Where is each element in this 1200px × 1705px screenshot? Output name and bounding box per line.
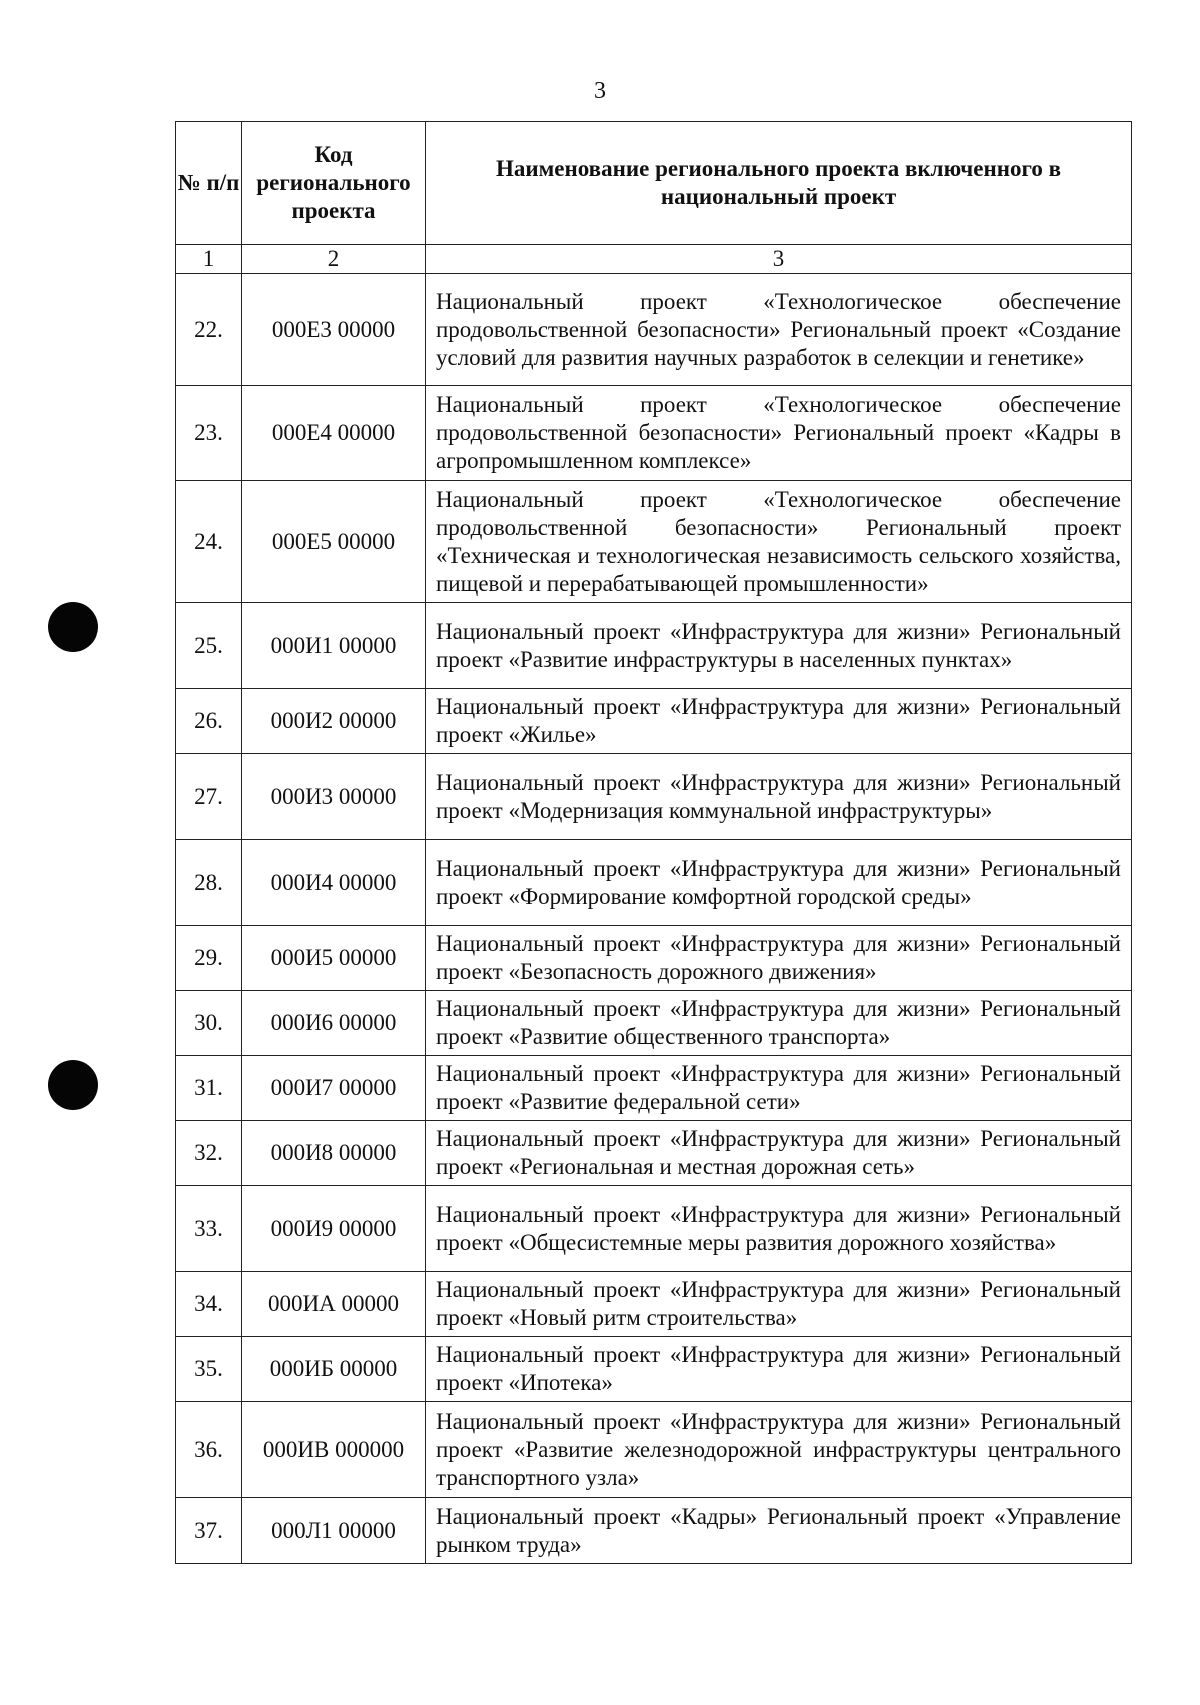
row-number: 28. xyxy=(176,840,242,926)
column-number-row xyxy=(176,245,1132,274)
project-code: 000И6 00000 xyxy=(242,991,426,1056)
project-name: Национальный проект «Инфраструктура для жизни» Региональный проект «Безопасность дорожного движения» xyxy=(436,931,1121,984)
project-name: Национальный проект «Инфраструктура для жизни» Региональный проект «Развитие общественного транспорта» xyxy=(436,996,1121,1049)
row-number: 37. xyxy=(176,1498,242,1564)
table-row xyxy=(176,991,1132,1056)
row-number: 23. xyxy=(176,386,242,481)
project-code: 000Е5 00000 xyxy=(242,481,426,603)
column-number: 3 xyxy=(426,245,1132,274)
header-code: Код регионального проекта xyxy=(242,122,426,245)
project-code: 000И4 00000 xyxy=(242,840,426,926)
table-row xyxy=(176,274,1132,386)
project-name: Национальный проект «Инфраструктура для жизни» Региональный проект «Ипотека» xyxy=(436,1342,1121,1395)
table-row xyxy=(176,689,1132,754)
project-name: Национальный проект «Инфраструктура для жизни» Региональный проект «Развитие инфраструктуры в населенных пунктах» xyxy=(436,618,1121,672)
table-row xyxy=(176,1121,1132,1186)
row-number: 22. xyxy=(176,274,242,386)
project-code: 000И2 00000 xyxy=(242,689,426,754)
project-code: 000ИВ 000000 xyxy=(242,1402,426,1498)
project-name: Национальный проект «Инфраструктура для жизни» Региональный проект «Развитие федеральной сети» xyxy=(436,1061,1121,1114)
page-number: 3 xyxy=(594,78,606,104)
project-name: Национальный проект «Инфраструктура для жизни» Региональный проект «Модернизация коммунальной инфраструктуры» xyxy=(436,769,1121,823)
project-name: Национальный проект «Технологическое обеспечение продовольственной безопасности» Региональный проект «Создание условий для развития научных разработок в селекции и генетике» xyxy=(436,288,1121,370)
column-number: 1 xyxy=(176,245,242,274)
project-name: Национальный проект «Инфраструктура для жизни» Региональный проект «Развитие железнодорожной инфраструктуры центрального транспортного узла» xyxy=(436,1408,1121,1490)
punch-hole-mark xyxy=(48,602,98,652)
project-name: Национальный проект «Инфраструктура для жизни» Региональный проект «Новый ритм строительства» xyxy=(436,1277,1121,1330)
table-row xyxy=(176,754,1132,840)
row-number: 24. xyxy=(176,481,242,603)
project-name: Национальный проект «Инфраструктура для жизни» Региональный проект «Жилье» xyxy=(436,694,1121,747)
column-number: 2 xyxy=(242,245,426,274)
project-name: Национальный проект «Инфраструктура для жизни» Региональный проект «Региональная и местная дорожная сеть» xyxy=(436,1126,1121,1179)
project-code: 000Е4 00000 xyxy=(242,386,426,481)
row-number: 29. xyxy=(176,926,242,991)
project-name: Национальный проект «Технологическое обеспечение продовольственной безопасности» Региональный проект «Техническая и технологическая независимость сельского хозяйства, пищевой и перерабатывающей промышленности» xyxy=(436,486,1121,596)
row-number: 34. xyxy=(176,1272,242,1337)
row-number: 30. xyxy=(176,991,242,1056)
header-num: № п/п xyxy=(176,122,242,245)
table-row xyxy=(176,1498,1132,1564)
row-number: 33. xyxy=(176,1186,242,1272)
row-number: 36. xyxy=(176,1402,242,1498)
project-code: 000И1 00000 xyxy=(242,603,426,689)
project-code: 000И8 00000 xyxy=(242,1121,426,1186)
table-header-row xyxy=(176,122,1132,245)
row-number: 31. xyxy=(176,1056,242,1121)
project-code: 000И7 00000 xyxy=(242,1056,426,1121)
table-row xyxy=(176,1186,1132,1272)
table-row xyxy=(176,1272,1132,1337)
project-code: 000И9 00000 xyxy=(242,1186,426,1272)
regional-projects-table xyxy=(175,121,1132,1564)
table-row xyxy=(176,603,1132,689)
row-number: 32. xyxy=(176,1121,242,1186)
header-name: Наименование регионального проекта включенного в национальный проект xyxy=(426,122,1132,245)
row-number: 27. xyxy=(176,754,242,840)
table-row xyxy=(176,1337,1132,1402)
project-code: 000И5 00000 xyxy=(242,926,426,991)
table-row xyxy=(176,386,1132,481)
row-number: 25. xyxy=(176,603,242,689)
table-row xyxy=(176,926,1132,991)
punch-hole-mark xyxy=(48,1060,98,1110)
project-code: 000И3 00000 xyxy=(242,754,426,840)
row-number: 26. xyxy=(176,689,242,754)
project-name: Национальный проект «Инфраструктура для жизни» Региональный проект «Общесистемные меры развития дорожного хозяйства» xyxy=(436,1201,1121,1255)
table-row xyxy=(176,1402,1132,1498)
project-name: Национальный проект «Инфраструктура для жизни» Региональный проект «Формирование комфортной городской среды» xyxy=(436,855,1121,909)
table-row xyxy=(176,1056,1132,1121)
row-number: 35. xyxy=(176,1337,242,1402)
project-code: 000ИА 00000 xyxy=(242,1272,426,1337)
project-code: 000Л1 00000 xyxy=(242,1498,426,1564)
project-code: 000Е3 00000 xyxy=(242,274,426,386)
project-name: Национальный проект «Технологическое обеспечение продовольственной безопасности» Региональный проект «Кадры в агропромышленном комплексе» xyxy=(436,392,1121,473)
project-code: 000ИБ 00000 xyxy=(242,1337,426,1402)
table-row xyxy=(176,481,1132,603)
project-name: Национальный проект «Кадры» Региональный проект «Управление рынком труда» xyxy=(436,1503,1121,1557)
table-row xyxy=(176,840,1132,926)
